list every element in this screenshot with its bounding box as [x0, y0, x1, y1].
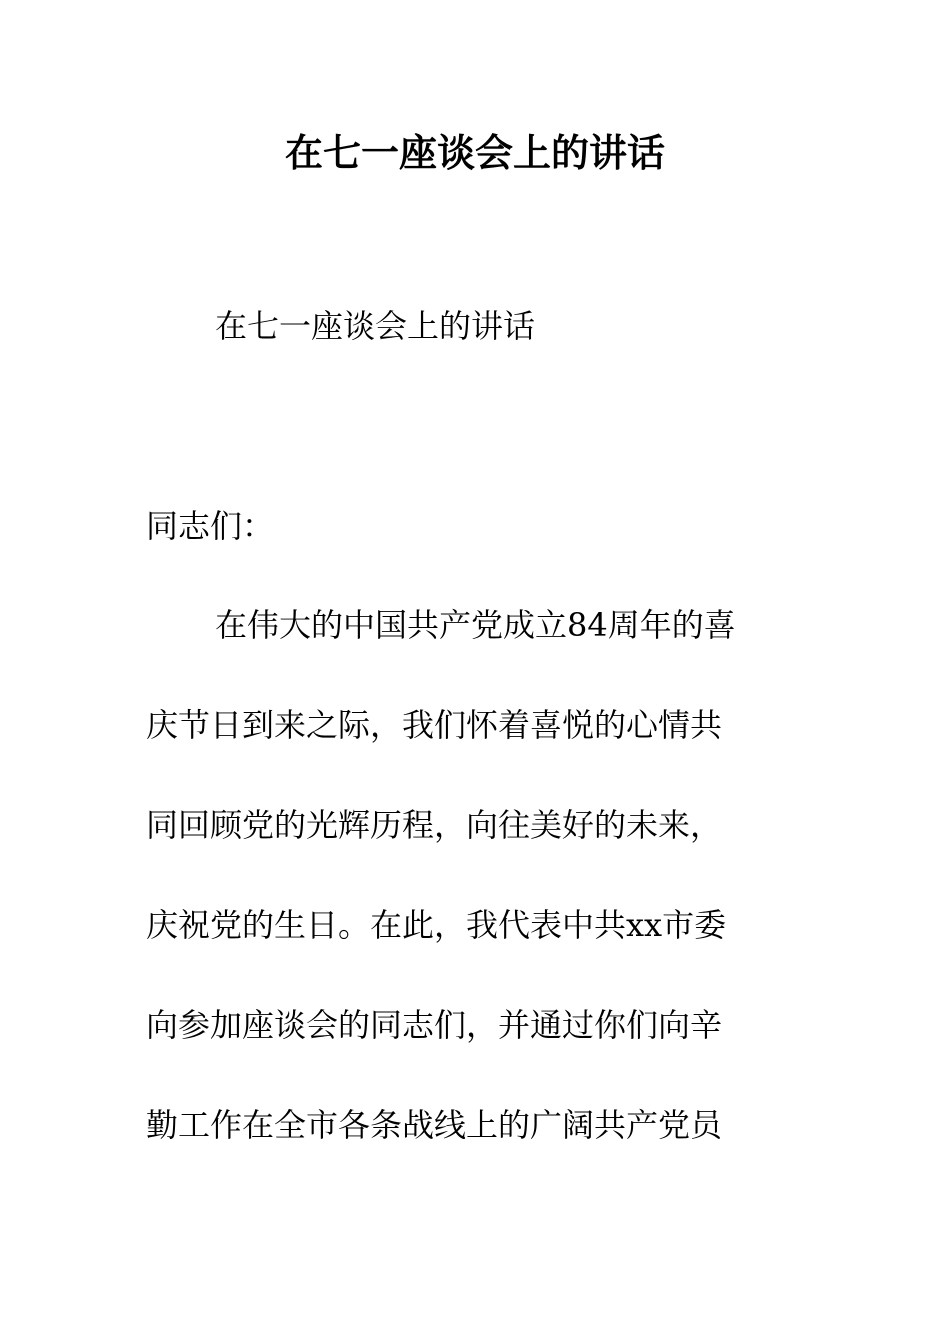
paragraph-line: 向参加座谈会的同志们，并通过你们向辛 — [146, 1006, 723, 1044]
paragraph-line: 勤工作在全市各条战线上的广阔共产党员 — [146, 1106, 723, 1144]
salutation: 同志们： — [146, 507, 275, 545]
document-subtitle: 在七一座谈会上的讲话 — [215, 307, 536, 345]
paragraph-line: 同回顾党的光辉历程，向往美好的未来， — [146, 806, 723, 844]
paragraph-line: 庆祝党的生日。在此，我代表中共xx市委 — [146, 906, 727, 944]
paragraph-line: 在伟大的中国共产党成立84周年的喜 — [215, 606, 736, 644]
paragraph-line: 庆节日到来之际，我们怀着喜悦的心情共 — [146, 706, 723, 744]
document-title: 在七一座谈会上的讲话 — [284, 130, 665, 175]
